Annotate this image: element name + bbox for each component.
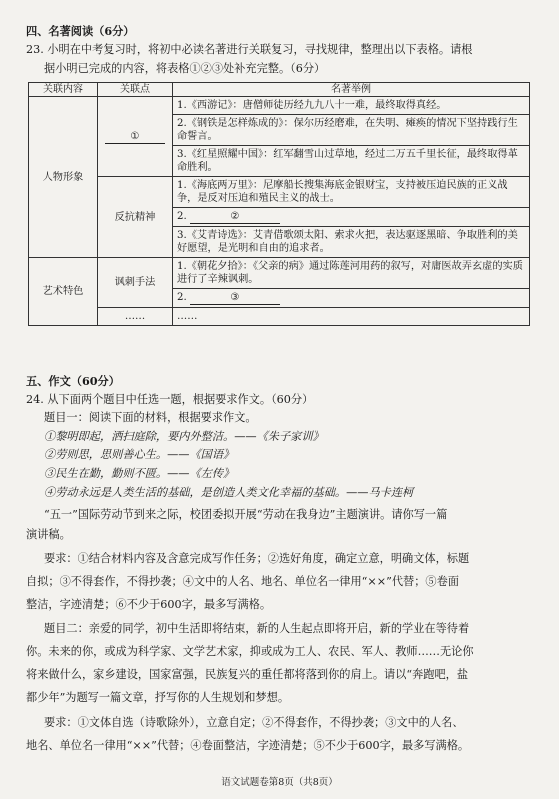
table-row: 2. ③	[29, 289, 530, 308]
association-table	[28, 82, 530, 326]
cell-ellipsis: ……	[98, 308, 173, 326]
req2-line1: 要求：①文体自选（诗歌除外），立意自定；②不得套作，不得抄袭；③文中的人名、	[44, 716, 464, 729]
cell-character: 人物形象	[29, 97, 98, 258]
topic2-line2: 你。未来的你，或成为科学家、文学艺术家，抑或成为工人、农民、军人、教师……无论你	[26, 645, 474, 658]
topic1-task-line2: 演讲稿。	[26, 528, 71, 541]
example-cell: 1.《海底两万里》：尼摩船长搜集海底金银财宝，支持被压迫民族的正义战争，是反对压迫和殖民主义的战士。	[173, 177, 530, 208]
cell-resistance: 反抗精神	[98, 177, 173, 258]
cell-art: 艺术特色	[29, 258, 98, 326]
header-example: 名著举例	[173, 83, 530, 97]
blank-3[interactable]: ③	[190, 291, 280, 305]
header-content: 关联内容	[29, 83, 98, 97]
q23-line2: 据小明已完成的内容，将表格①②③处补充完整。（6分）	[44, 62, 326, 75]
table-row: 2. ②	[29, 208, 530, 227]
header-point: 关联点	[98, 83, 173, 97]
quote-3: ③民生在勤，勤则不匮。——《左传》	[44, 467, 235, 480]
cell-ellipsis: ……	[173, 308, 530, 326]
example-cell: 2.《钢铁是怎样炼成的》：保尔历经磨难，在失明、瘫痪的情况下坚持践行生命誓言。	[173, 115, 530, 146]
topic1-task-line1: “五一”国际劳动节到来之际，校团委拟开展“劳动在我身边”主题演讲。请你写一篇	[44, 508, 448, 521]
table-row	[29, 308, 530, 326]
req1-line3: 整洁，字迹清楚；⑥不少于600字，最多写满格。	[26, 598, 272, 611]
req1-line1: 要求：①结合材料内容及含意完成写作任务；②选好角度，确定立意，明确文体，标题	[44, 552, 470, 565]
quote-1: ①黎明即起，洒扫庭除，要内外整洁。——《朱子家训》	[44, 430, 324, 443]
req2-line2: 地名、单位名一律用“××”代替；④卷面整洁，字迹清楚；⑤不少于600字，最多写满格。	[26, 739, 470, 752]
page-footer: 语文试题卷第8页（共8页）	[221, 777, 338, 788]
quote-2: ②劳则思，思则善心生。——《国语》	[44, 448, 235, 461]
table-row	[29, 258, 530, 289]
q23-line1: 23. 小明在中考复习时，将初中必读名著进行关联复习，寻找规律，整理出以下表格。请根	[26, 43, 473, 56]
section-five-title: 五、作文（60分）	[26, 374, 120, 388]
table-row	[29, 177, 530, 208]
table-row	[29, 97, 530, 115]
cell-satire: 讽刺手法	[98, 258, 173, 308]
blank-1[interactable]: ①	[105, 130, 165, 144]
topic2-line3: 将来做什么，家乡建设，国家富强，民族复兴的重任都将落到你的肩上。请以“奔跑吧，盐	[26, 668, 469, 681]
example-cell: 3.《艾青诗选》：艾青借歌颂太阳、索求火把，表达驱逐黑暗、争取胜利的美好愿望，是光明和自由的追求者。	[173, 227, 530, 258]
example-cell: 1.《西游记》：唐僧师徒历经九九八十一难，最终取得真经。	[173, 97, 530, 115]
req1-line2: 自拟；③不得套作，不得抄袭；④文中的人名、地名、单位名一律用“××”代替；⑤卷面	[26, 575, 459, 588]
topic1-title: 题目一：阅读下面的材料，根据要求作文。	[44, 411, 257, 424]
example-cell: 1.《朝花夕拾》：《父亲的病》通过陈莲河用药的叙写，对庸医故弄玄虚的实质进行了辛辣讽刺。	[173, 258, 530, 289]
topic2-line4: 都少年”为题写一篇文章，抒写你的人生规划和梦想。	[26, 691, 290, 704]
section-four-title: 四、名著阅读（6分）	[26, 24, 135, 38]
table-header-row	[29, 83, 530, 97]
quote-4: ④劳动永远是人类生活的基础，是创造人类文化幸福的基础。——马卡连柯	[44, 486, 414, 499]
q24-line: 24. 从下面两个题目中任选一题，根据要求作文。（60分）	[26, 393, 314, 406]
blank-2[interactable]: ②	[190, 210, 280, 224]
topic2-line1: 题目二：亲爱的同学，初中生活即将结束，新的人生起点即将开启，新的学业在等待着	[44, 622, 470, 635]
example-cell: 3.《红星照耀中国》：红军翻雪山过草地，经过二万五千里长征，最终取得革命胜利。	[173, 146, 530, 177]
